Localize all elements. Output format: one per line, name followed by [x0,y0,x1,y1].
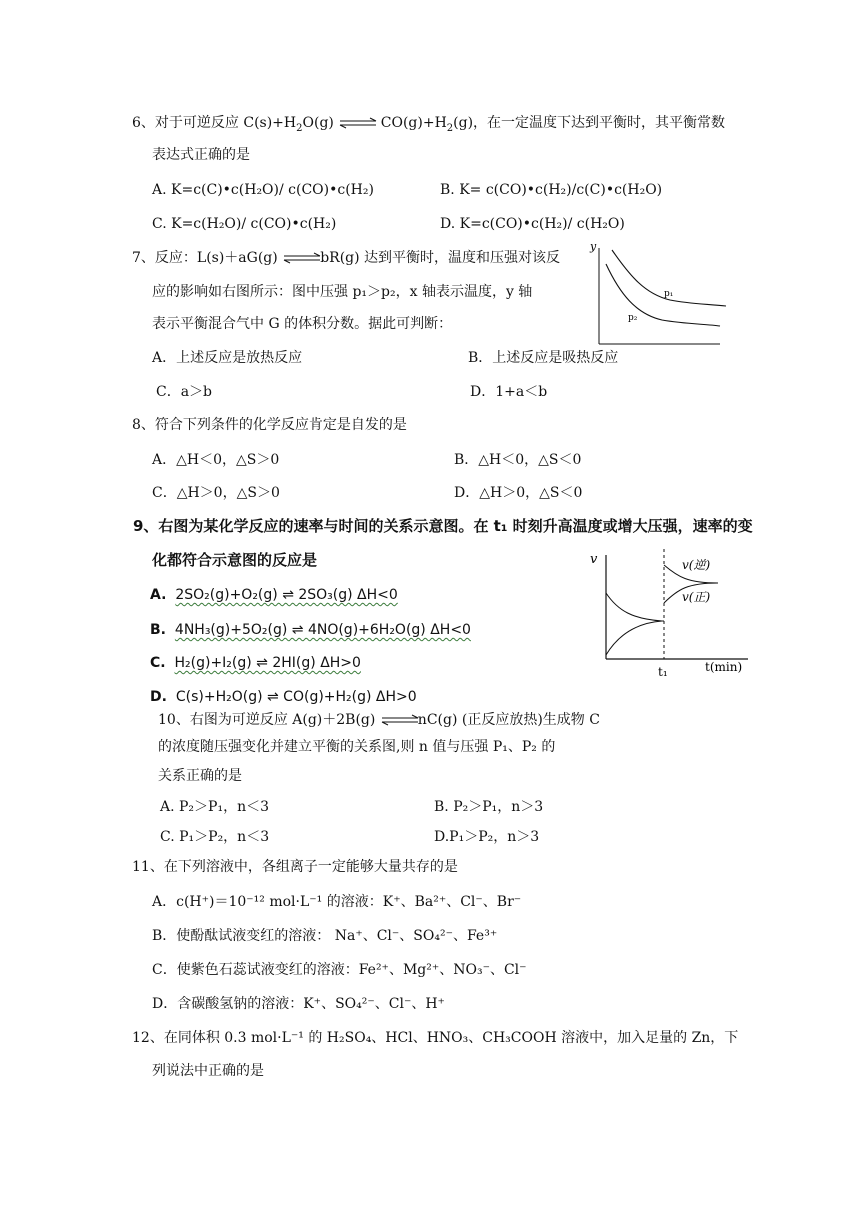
q11-option-d: D．含碳酸氢钠的溶液：K⁺、SO₄²⁻、Cl⁻、H⁺ [152,996,445,1012]
q9-y-label: v [590,552,598,567]
q10-option-d: D.P₁＞P₂，n＞3 [434,829,540,845]
q6-option-a: A. K=c(C)•c(H₂O)/ c(CO)•c(H₂) [152,182,374,198]
q9-v-forward-label: v(正) [682,590,711,604]
q8-option-a: A．△H＜0，△S＞0 [152,452,280,468]
q11-option-c: C．使紫色石蕊试液变红的溶液：Fe²⁺、Mg²⁺、NO₃⁻、Cl⁻ [152,962,527,978]
q8-option-d: D．△H＞0，△S＜0 [454,485,583,501]
q7-stem-line2: 应的影响如右图所示：图中压强 p₁＞p₂，x 轴表示温度，y 轴 [152,284,533,300]
q11-option-a: A．c(H⁺)＝10⁻¹² mol·L⁻¹ 的溶液：K⁺、Ba²⁺、Cl⁻、Br⁻ [152,894,522,910]
q7-stem-line1: 7、反应：L(s)＋aG(g) bR(g) 达到平衡时，温度和压强对该反 [132,250,561,266]
q7-curve-p1-label: p₁ [664,289,674,299]
q9-v-reverse-label: v(逆) [682,558,711,572]
q10-stem-line3: 关系正确的是 [158,768,242,784]
q9-x-label: t(min) [705,660,743,674]
equilibrium-arrow-icon [338,117,376,129]
q7-graph [590,236,740,366]
q12-stem-line2: 列说法中正确的是 [152,1063,264,1079]
q6-option-b: B. K= c(CO)•c(H₂)/c(C)•c(H₂O) [440,182,663,198]
q10-stem-line1: 10、右图为可逆反应 A(g)＋2B(g) nC(g) (正反应放热)生成物 C [158,712,600,728]
q6-stem-line1: 6、对于可逆反应 $C(s)+H_2O(g)$ $CO(g)+H_2(g)$，在一定温度下达到平衡时，其平衡常数 [132,115,726,134]
q7-option-a: A．上述反应是放热反应 [152,350,303,366]
q7-curve-p2-label: p₂ [628,313,638,323]
q9-t1-label: t₁ [658,665,668,679]
q7-option-d: D．1+a＜b [470,384,548,400]
q9-option-a: A. 2SO₂(g)+O₂(g) ⇌ 2SO₃(g) ΔH<0 [150,587,398,603]
q8-option-c: C．△H＞0，△S＞0 [152,485,280,501]
q7-y-label: y [590,240,597,253]
q9-stem-line2: 化都符合示意图的反应是 [152,551,318,569]
q11-option-b: B．使酚酞试液变红的溶液： Na⁺、Cl⁻、SO₄²⁻、Fe³⁺ [152,928,498,944]
q7-option-b: B．上述反应是吸热反应 [468,350,619,366]
q12-stem-line1: 12、在同体积 0.3 mol·L⁻¹ 的 H₂SO₄、HCl、HNO₃、CH₃COOH 溶液中，加入足量的 Zn，下 [132,1030,739,1046]
q11-stem: 11、在下列溶液中，各组离子一定能够大量共存的是 [132,859,458,875]
q7-option-c: C．a＞b [156,384,213,400]
q10-option-a: A. P₂＞P₁，n＜3 [160,799,269,815]
equilibrium-arrow-icon [282,252,320,264]
q8-stem: 8、符合下列条件的化学反应肯定是自发的是 [132,417,407,433]
q9-option-b: B. 4NH₃(g)+5O₂(g) ⇌ 4NO(g)+6H₂O(g) ΔH<0 [150,622,471,638]
q9-curve-v-reverse-1 [606,593,664,621]
q9-stem-line1: 9、右图为某化学反应的速率与时间的关系示意图。在 t₁ 时刻升高温度或增大压强，速率的变 [133,517,753,535]
equilibrium-arrow-icon [380,714,418,726]
q7-stem-line3: 表示平衡混合气中 G 的体积分数。据此可判断： [152,316,453,332]
q7-curve-p2 [606,264,720,326]
q6-stem-line2: 表达式正确的是 [152,147,250,163]
q10-option-c: C. P₁＞P₂，n＜3 [160,829,270,845]
q6-option-c: C. K=c(H₂O)/ c(CO)•c(H₂) [152,216,337,232]
q9-graph [588,543,758,683]
q6-option-d: D. K=c(CO)•c(H₂)/ c(H₂O) [440,216,625,232]
q10-stem-line2: 的浓度随压强变化并建立平衡的关系图,则 n 值与压强 P₁、P₂ 的 [158,739,556,755]
q10-option-b: B. P₂＞P₁，n＞3 [434,799,544,815]
q9-option-d: D. C(s)+H₂O(g) ⇌ CO(g)+H₂(g) ΔH>0 [150,689,417,705]
q8-option-b: B．△H＜0，△S＜0 [454,452,582,468]
q9-curve-v-forward-1 [606,621,662,655]
q9-option-c: C. H₂(g)+I₂(g) ⇌ 2HI(g) ΔH>0 [150,655,361,671]
